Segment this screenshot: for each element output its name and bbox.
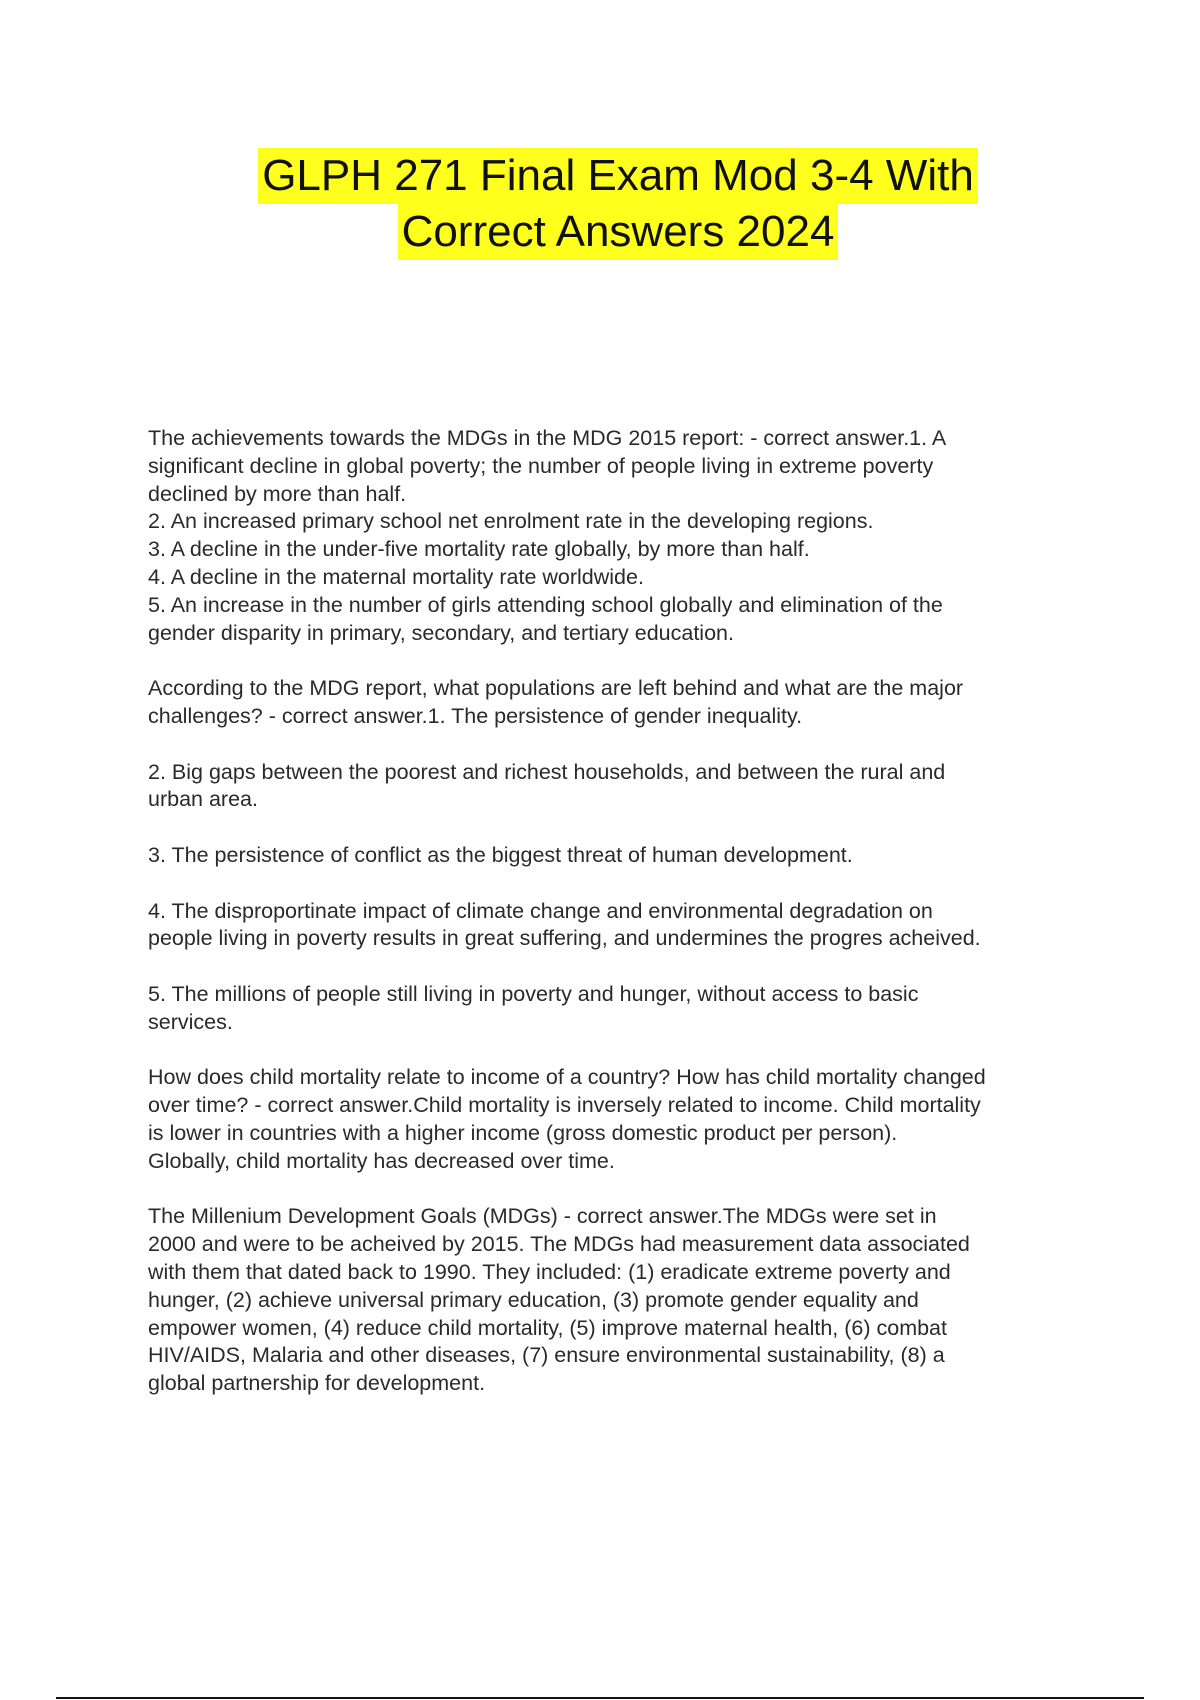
- text-line: empower women, (4) reduce child mortality, (5) improve maternal health, (6) combat: [148, 1315, 947, 1340]
- text-line: urban area.: [148, 787, 258, 812]
- text-line: gender disparity in primary, secondary, and tertiary education.: [148, 620, 734, 645]
- text-line: with them that dated back to 1990. They included: (1) eradicate extreme poverty and: [148, 1259, 951, 1284]
- text-line: 2000 and were to be acheived by 2015. The MDGs had measurement data associated: [148, 1232, 970, 1257]
- qa-entry: [148, 898, 1098, 954]
- qa-entry: [148, 425, 1098, 647]
- text-line: 3. A decline in the under-five mortality rate globally, by more than half.: [148, 537, 810, 562]
- text-line: challenges? - correct answer.1. The persistence of gender inequality.: [148, 703, 803, 728]
- text-line: 5. The millions of people still living in poverty and hunger, without access to basic: [148, 981, 919, 1006]
- document-title: [0, 148, 1200, 260]
- text-line: How does child mortality relate to income of a country? How has child mortality changed: [148, 1065, 986, 1090]
- text-line: global partnership for development.: [148, 1371, 486, 1396]
- qa-entry: [148, 759, 1098, 815]
- text-line: people living in poverty results in great suffering, and undermines the progres acheived.: [148, 926, 981, 951]
- title-line-1: GLPH 271 Final Exam Mod 3-4 With: [258, 148, 978, 204]
- text-line: 4. The disproportinate impact of climate change and environmental degradation on: [148, 898, 933, 923]
- text-line: declined by more than half.: [148, 481, 407, 506]
- text-line: hunger, (2) achieve universal primary education, (3) promote gender equality and: [148, 1287, 919, 1312]
- text-line: The Millenium Development Goals (MDGs) - correct answer.The MDGs were set in: [148, 1204, 937, 1229]
- text-line: 3. The persistence of conflict as the biggest threat of human development.: [148, 842, 853, 867]
- text-line: 2. An increased primary school net enrolment rate in the developing regions.: [148, 509, 874, 534]
- text-line: The achievements towards the MDGs in the MDG 2015 report: - correct answer.1. A: [148, 426, 947, 450]
- qa-entry: [148, 981, 1098, 1037]
- bottom-divider: [56, 1697, 1144, 1699]
- text-line: 5. An increase in the number of girls attending school globally and elimination of the: [148, 592, 943, 617]
- text-line: over time? - correct answer.Child mortality is inversely related to income. Child mortality: [148, 1093, 981, 1118]
- qa-entry: [148, 842, 1098, 870]
- text-line: 2. Big gaps between the poorest and richest households, and between the rural and: [148, 759, 946, 784]
- title-line-2: Correct Answers 2024: [398, 204, 839, 260]
- text-line: HIV/AIDS, Malaria and other diseases, (7) ensure environmental sustainability, (8) a: [148, 1343, 945, 1368]
- text-line: According to the MDG report, what populations are left behind and what are the major: [148, 676, 964, 701]
- text-line: services.: [148, 1009, 233, 1034]
- qa-entry: [148, 1203, 1098, 1398]
- qa-entry: [148, 675, 1098, 731]
- text-line: significant decline in global poverty; the number of people living in extreme poverty: [148, 453, 934, 478]
- text-line: 4. A decline in the maternal mortality rate worldwide.: [148, 564, 644, 589]
- qa-entry: [148, 1064, 1098, 1175]
- text-line: is lower in countries with a higher income (gross domestic product per person).: [148, 1120, 898, 1145]
- document-body: [148, 425, 1098, 1398]
- text-line: Globally, child mortality has decreased over time.: [148, 1148, 615, 1173]
